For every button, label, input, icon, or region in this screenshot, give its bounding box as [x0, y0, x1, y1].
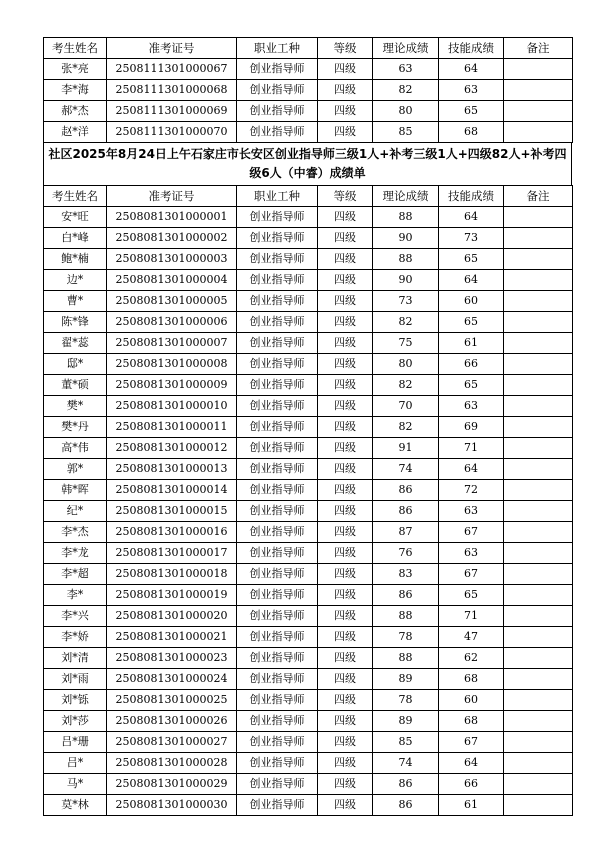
cell-name: 高*伟 [44, 438, 107, 459]
table-row [44, 459, 573, 480]
cell-exam-id: 2508081301000012 [107, 438, 237, 459]
cell-skill-score: 67 [439, 522, 504, 543]
header-name: 考生姓名 [44, 186, 107, 207]
cell-note [504, 333, 573, 354]
cell-theory-score: 75 [373, 333, 439, 354]
cell-level: 四级 [318, 270, 373, 291]
cell-exam-id: 2508081301000003 [107, 249, 237, 270]
cell-name: 李*龙 [44, 543, 107, 564]
cell-note [504, 438, 573, 459]
cell-exam-id: 2508081301000004 [107, 270, 237, 291]
cell-theory-score: 86 [373, 501, 439, 522]
cell-note [504, 690, 573, 711]
cell-note [504, 711, 573, 732]
cell-note [504, 59, 573, 80]
cell-name: 樊*丹 [44, 417, 107, 438]
table-row [44, 396, 573, 417]
cell-job: 创业指导师 [237, 122, 318, 143]
cell-name: 李*超 [44, 564, 107, 585]
cell-note [504, 501, 573, 522]
cell-skill-score: 65 [439, 312, 504, 333]
cell-theory-score: 82 [373, 375, 439, 396]
cell-level: 四级 [318, 669, 373, 690]
cell-name: 吕* [44, 753, 107, 774]
cell-level: 四级 [318, 396, 373, 417]
header-theory: 理论成绩 [373, 38, 439, 59]
cell-job: 创业指导师 [237, 438, 318, 459]
table-row [44, 207, 573, 228]
table-row [44, 438, 573, 459]
header-job: 职业工种 [237, 186, 318, 207]
cell-note [504, 249, 573, 270]
cell-name: 鲍*楠 [44, 249, 107, 270]
score-table-main-body [44, 186, 573, 816]
cell-theory-score: 83 [373, 564, 439, 585]
table-row [44, 627, 573, 648]
table-row [44, 732, 573, 753]
cell-note [504, 669, 573, 690]
cell-job: 创业指导师 [237, 606, 318, 627]
cell-skill-score: 63 [439, 543, 504, 564]
cell-skill-score: 71 [439, 606, 504, 627]
cell-level: 四级 [318, 606, 373, 627]
cell-name: 莫*林 [44, 795, 107, 816]
cell-note [504, 270, 573, 291]
cell-exam-id: 2508111301000067 [107, 59, 237, 80]
cell-exam-id: 2508081301000023 [107, 648, 237, 669]
cell-exam-id: 2508081301000021 [107, 627, 237, 648]
cell-note [504, 417, 573, 438]
cell-note [504, 732, 573, 753]
cell-theory-score: 76 [373, 543, 439, 564]
cell-skill-score: 60 [439, 291, 504, 312]
cell-level: 四级 [318, 480, 373, 501]
cell-name: 董*硕 [44, 375, 107, 396]
cell-name: 樊* [44, 396, 107, 417]
table-row [44, 690, 573, 711]
cell-exam-id: 2508081301000026 [107, 711, 237, 732]
cell-note [504, 312, 573, 333]
cell-job: 创业指导师 [237, 80, 318, 101]
cell-level: 四级 [318, 354, 373, 375]
cell-skill-score: 68 [439, 669, 504, 690]
cell-level: 四级 [318, 585, 373, 606]
cell-job: 创业指导师 [237, 585, 318, 606]
cell-name: 韩*晖 [44, 480, 107, 501]
cell-job: 创业指导师 [237, 627, 318, 648]
cell-name: 曹* [44, 291, 107, 312]
cell-theory-score: 86 [373, 585, 439, 606]
cell-theory-score: 74 [373, 753, 439, 774]
cell-name: 边* [44, 270, 107, 291]
cell-note [504, 228, 573, 249]
cell-exam-id: 2508081301000007 [107, 333, 237, 354]
cell-name: 纪* [44, 501, 107, 522]
cell-level: 四级 [318, 207, 373, 228]
cell-theory-score: 87 [373, 522, 439, 543]
cell-exam-id: 2508081301000006 [107, 312, 237, 333]
cell-theory-score: 86 [373, 480, 439, 501]
cell-skill-score: 65 [439, 375, 504, 396]
cell-name: 安*旺 [44, 207, 107, 228]
table-row [44, 312, 573, 333]
cell-theory-score: 86 [373, 795, 439, 816]
cell-skill-score: 60 [439, 690, 504, 711]
cell-exam-id: 2508081301000005 [107, 291, 237, 312]
cell-job: 创业指导师 [237, 207, 318, 228]
cell-job: 创业指导师 [237, 711, 318, 732]
table-row [44, 606, 573, 627]
cell-theory-score: 88 [373, 648, 439, 669]
cell-skill-score: 61 [439, 333, 504, 354]
cell-skill-score: 72 [439, 480, 504, 501]
table-row [44, 585, 573, 606]
cell-name: 李*娇 [44, 627, 107, 648]
cell-note [504, 375, 573, 396]
cell-theory-score: 80 [373, 101, 439, 122]
cell-level: 四级 [318, 417, 373, 438]
cell-level: 四级 [318, 375, 373, 396]
cell-exam-id: 2508081301000011 [107, 417, 237, 438]
cell-note [504, 459, 573, 480]
cell-job: 创业指导师 [237, 270, 318, 291]
cell-theory-score: 73 [373, 291, 439, 312]
cell-note [504, 795, 573, 816]
cell-theory-score: 78 [373, 690, 439, 711]
cell-exam-id: 2508111301000068 [107, 80, 237, 101]
cell-skill-score: 68 [439, 711, 504, 732]
header-level: 等级 [318, 38, 373, 59]
cell-level: 四级 [318, 732, 373, 753]
cell-note [504, 564, 573, 585]
table-row [44, 669, 573, 690]
cell-level: 四级 [318, 648, 373, 669]
cell-note [504, 543, 573, 564]
cell-theory-score: 80 [373, 354, 439, 375]
cell-name: 陈*锋 [44, 312, 107, 333]
table-row [44, 774, 573, 795]
cell-skill-score: 69 [439, 417, 504, 438]
cell-job: 创业指导师 [237, 312, 318, 333]
cell-level: 四级 [318, 80, 373, 101]
cell-skill-score: 65 [439, 585, 504, 606]
cell-theory-score: 74 [373, 459, 439, 480]
cell-level: 四级 [318, 543, 373, 564]
cell-exam-id: 2508081301000020 [107, 606, 237, 627]
cell-theory-score: 82 [373, 312, 439, 333]
cell-exam-id: 2508081301000025 [107, 690, 237, 711]
cell-name: 李*杰 [44, 522, 107, 543]
cell-level: 四级 [318, 249, 373, 270]
cell-skill-score: 67 [439, 732, 504, 753]
cell-level: 四级 [318, 59, 373, 80]
cell-name: 张*亮 [44, 59, 107, 80]
cell-job: 创业指导师 [237, 291, 318, 312]
cell-note [504, 207, 573, 228]
cell-skill-score: 62 [439, 648, 504, 669]
table-row [44, 59, 573, 80]
cell-level: 四级 [318, 795, 373, 816]
table-row [44, 753, 573, 774]
score-table-main [43, 185, 573, 816]
cell-job: 创业指导师 [237, 690, 318, 711]
cell-exam-id: 2508081301000015 [107, 501, 237, 522]
table-row [44, 291, 573, 312]
cell-skill-score: 73 [439, 228, 504, 249]
cell-level: 四级 [318, 753, 373, 774]
cell-skill-score: 61 [439, 795, 504, 816]
cell-note [504, 396, 573, 417]
cell-job: 创业指导师 [237, 564, 318, 585]
cell-exam-id: 2508081301000009 [107, 375, 237, 396]
header-name: 考生姓名 [44, 38, 107, 59]
cell-exam-id: 2508081301000018 [107, 564, 237, 585]
cell-note [504, 480, 573, 501]
cell-exam-id: 2508111301000070 [107, 122, 237, 143]
table-row [44, 417, 573, 438]
table-row [44, 249, 573, 270]
cell-theory-score: 88 [373, 249, 439, 270]
cell-exam-id: 2508081301000016 [107, 522, 237, 543]
cell-job: 创业指导师 [237, 753, 318, 774]
cell-exam-id: 2508081301000010 [107, 396, 237, 417]
cell-exam-id: 2508081301000024 [107, 669, 237, 690]
header-note: 备注 [504, 186, 573, 207]
cell-note [504, 101, 573, 122]
table-row [44, 543, 573, 564]
cell-level: 四级 [318, 711, 373, 732]
table-row [44, 564, 573, 585]
cell-theory-score: 90 [373, 228, 439, 249]
cell-name: 李*兴 [44, 606, 107, 627]
cell-level: 四级 [318, 228, 373, 249]
cell-note [504, 122, 573, 143]
header-level: 等级 [318, 186, 373, 207]
cell-note [504, 648, 573, 669]
cell-skill-score: 64 [439, 59, 504, 80]
cell-level: 四级 [318, 522, 373, 543]
header-note: 备注 [504, 38, 573, 59]
cell-skill-score: 64 [439, 459, 504, 480]
cell-skill-score: 47 [439, 627, 504, 648]
cell-theory-score: 85 [373, 732, 439, 753]
table-row [44, 228, 573, 249]
cell-exam-id: 2508081301000017 [107, 543, 237, 564]
table-row [44, 480, 573, 501]
cell-exam-id: 2508081301000027 [107, 732, 237, 753]
table-row [44, 80, 573, 101]
cell-job: 创业指导师 [237, 459, 318, 480]
cell-theory-score: 63 [373, 59, 439, 80]
cell-skill-score: 66 [439, 774, 504, 795]
cell-skill-score: 64 [439, 207, 504, 228]
table-row [44, 270, 573, 291]
score-table-top-body [44, 38, 573, 143]
table-row [44, 122, 573, 143]
table-row [44, 711, 573, 732]
score-table-top [43, 37, 573, 143]
cell-level: 四级 [318, 627, 373, 648]
cell-level: 四级 [318, 774, 373, 795]
cell-level: 四级 [318, 291, 373, 312]
cell-level: 四级 [318, 690, 373, 711]
cell-job: 创业指导师 [237, 354, 318, 375]
cell-theory-score: 89 [373, 711, 439, 732]
cell-skill-score: 66 [439, 354, 504, 375]
cell-job: 创业指导师 [237, 648, 318, 669]
cell-job: 创业指导师 [237, 543, 318, 564]
cell-level: 四级 [318, 501, 373, 522]
cell-exam-id: 2508081301000008 [107, 354, 237, 375]
cell-note [504, 606, 573, 627]
cell-theory-score: 70 [373, 396, 439, 417]
header-skill: 技能成绩 [439, 38, 504, 59]
table-row [44, 501, 573, 522]
cell-job: 创业指导师 [237, 732, 318, 753]
cell-job: 创业指导师 [237, 396, 318, 417]
cell-level: 四级 [318, 438, 373, 459]
cell-name: 马* [44, 774, 107, 795]
cell-job: 创业指导师 [237, 774, 318, 795]
cell-name: 郝*杰 [44, 101, 107, 122]
cell-theory-score: 86 [373, 774, 439, 795]
cell-job: 创业指导师 [237, 375, 318, 396]
table-row [44, 101, 573, 122]
cell-job: 创业指导师 [237, 522, 318, 543]
cell-theory-score: 82 [373, 80, 439, 101]
cell-job: 创业指导师 [237, 417, 318, 438]
header-row [44, 38, 573, 59]
cell-exam-id: 2508081301000013 [107, 459, 237, 480]
cell-name: 刘*铄 [44, 690, 107, 711]
cell-job: 创业指导师 [237, 59, 318, 80]
cell-note [504, 753, 573, 774]
cell-skill-score: 63 [439, 501, 504, 522]
cell-skill-score: 68 [439, 122, 504, 143]
cell-skill-score: 65 [439, 101, 504, 122]
cell-level: 四级 [318, 101, 373, 122]
cell-skill-score: 64 [439, 270, 504, 291]
table-row [44, 354, 573, 375]
cell-skill-score: 63 [439, 80, 504, 101]
cell-name: 刘*清 [44, 648, 107, 669]
cell-skill-score: 67 [439, 564, 504, 585]
cell-name: 郭* [44, 459, 107, 480]
section-title: 社区2025年8月24日上午石家庄市长安区创业指导师三级1人+补考三级1人+四级82人+补考四级6人（中睿）成绩单 [43, 142, 572, 185]
cell-theory-score: 89 [373, 669, 439, 690]
cell-exam-id: 2508081301000028 [107, 753, 237, 774]
cell-skill-score: 65 [439, 249, 504, 270]
cell-theory-score: 85 [373, 122, 439, 143]
cell-job: 创业指导师 [237, 501, 318, 522]
cell-note [504, 80, 573, 101]
header-theory: 理论成绩 [373, 186, 439, 207]
cell-note [504, 627, 573, 648]
cell-name: 白*峰 [44, 228, 107, 249]
cell-level: 四级 [318, 459, 373, 480]
table-row [44, 795, 573, 816]
cell-name: 邸* [44, 354, 107, 375]
table-row [44, 375, 573, 396]
cell-note [504, 291, 573, 312]
table-row [44, 333, 573, 354]
table-row [44, 648, 573, 669]
cell-exam-id: 2508081301000014 [107, 480, 237, 501]
cell-name: 翟*蕊 [44, 333, 107, 354]
cell-job: 创业指导师 [237, 669, 318, 690]
cell-job: 创业指导师 [237, 333, 318, 354]
header-job: 职业工种 [237, 38, 318, 59]
cell-job: 创业指导师 [237, 249, 318, 270]
cell-theory-score: 91 [373, 438, 439, 459]
cell-note [504, 522, 573, 543]
cell-exam-id: 2508081301000019 [107, 585, 237, 606]
cell-exam-id: 2508081301000030 [107, 795, 237, 816]
cell-theory-score: 88 [373, 606, 439, 627]
cell-job: 创业指导师 [237, 480, 318, 501]
cell-name: 刘*莎 [44, 711, 107, 732]
cell-theory-score: 78 [373, 627, 439, 648]
cell-exam-id: 2508081301000001 [107, 207, 237, 228]
cell-note [504, 774, 573, 795]
header-skill: 技能成绩 [439, 186, 504, 207]
header-id: 准考证号 [107, 186, 237, 207]
cell-note [504, 585, 573, 606]
cell-level: 四级 [318, 333, 373, 354]
cell-theory-score: 82 [373, 417, 439, 438]
cell-name: 吕*珊 [44, 732, 107, 753]
cell-exam-id: 2508081301000029 [107, 774, 237, 795]
cell-name: 李* [44, 585, 107, 606]
cell-name: 刘*雨 [44, 669, 107, 690]
cell-job: 创业指导师 [237, 101, 318, 122]
cell-skill-score: 63 [439, 396, 504, 417]
cell-level: 四级 [318, 122, 373, 143]
cell-level: 四级 [318, 564, 373, 585]
cell-skill-score: 71 [439, 438, 504, 459]
cell-name: 李*海 [44, 80, 107, 101]
cell-exam-id: 2508081301000002 [107, 228, 237, 249]
cell-job: 创业指导师 [237, 228, 318, 249]
header-row [44, 186, 573, 207]
cell-skill-score: 64 [439, 753, 504, 774]
cell-theory-score: 90 [373, 270, 439, 291]
cell-name: 赵*洋 [44, 122, 107, 143]
table-row [44, 522, 573, 543]
header-id: 准考证号 [107, 38, 237, 59]
cell-theory-score: 88 [373, 207, 439, 228]
cell-note [504, 354, 573, 375]
cell-level: 四级 [318, 312, 373, 333]
cell-exam-id: 2508111301000069 [107, 101, 237, 122]
cell-job: 创业指导师 [237, 795, 318, 816]
